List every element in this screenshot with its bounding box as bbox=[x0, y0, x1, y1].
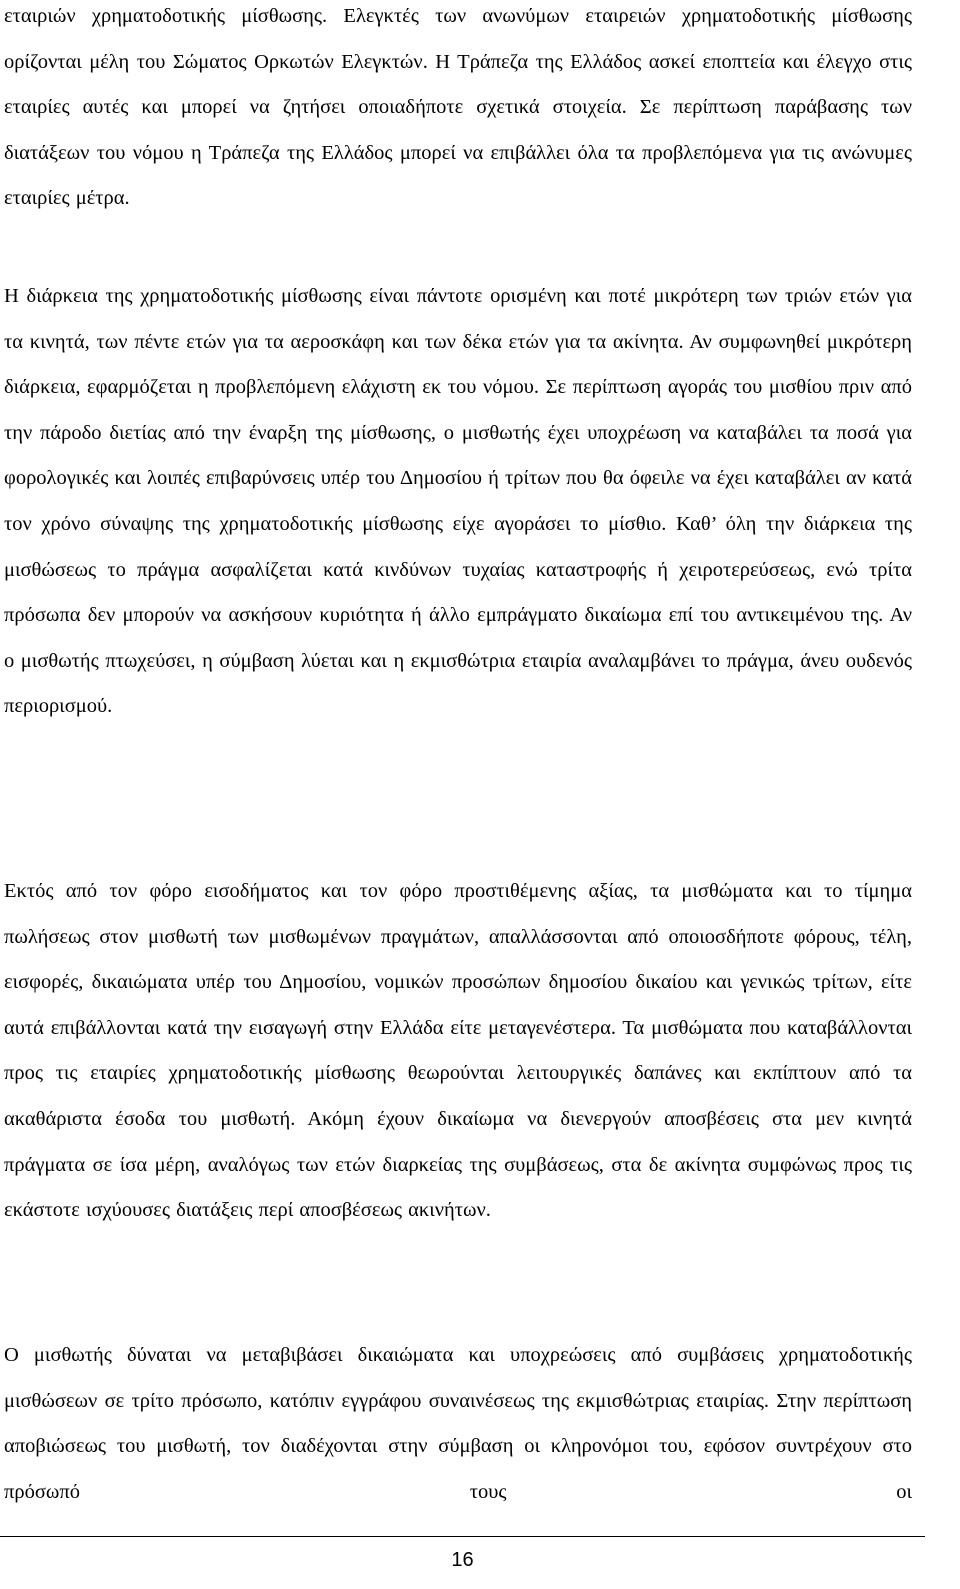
footer-divider bbox=[0, 1536, 925, 1537]
page-number: 16 bbox=[451, 1549, 474, 1571]
paragraph-leasing-duration: Η διάρκεια της χρηματοδοτικής μίσθωσης είναι πάντοτε ορισμένη και ποτέ μικρότερη των τριών ετών για τα κινητά, των πέντε ετών για τα αεροσκάφη και των δέκα ετών για τα ακίνητα. Αν συμφωνηθεί μικρότερη διάρκεια, εφαρμόζεται η προβλεπόμενη ελάχιστη εκ του νόμου. Σε περίπτωση αγοράς του μισθίου πριν από την πάροδο διετίας από την έναρξη της μίσθωσης, ο μισθωτής έχει υποχρέωση να καταβάλει τα ποσά για φορολογικές και λοιπές επιβαρύνσεις υπέρ του Δημοσίου ή τρίτων που θα όφειλε να έχει καταβάλει αν κατά τον χρόνο σύναψης της χρηματοδοτικής μίσθωσης είχε αγοράσει το μίσθιο. Καθ’ όλη την διάρκεια της μισθώσεως το πράγμα ασφαλίζεται κατά κινδύνων τυχαίας καταστροφής ή χειροτερεύσεως, ενώ τρίτα πρόσωπα δεν μπορούν να ασκήσουν κυριότητα ή άλλο εμπράγματο δικαίωμα επί του αντικειμένου της. Αν ο μισθωτής πτωχεύσει, η σύμβαση λύεται και η εκμισθώτρια εταιρία αναλαμβάνει το πράγμα, άνευ ουδενός περιορισμού. bbox=[4, 285, 912, 718]
paragraph-leasing-supervision: εταιριών χρηματοδοτικής μίσθωσης. Ελεγκτές των ανωνύμων εταιρειών χρηματοδοτικής μίσθωσης ορίζονται μέλη του Σώματος Ορκωτών Ελεγκτών. Η Τράπεζα της Ελλάδος ασκεί εποπτεία και έλεγχο στις εταιρίες αυτές και μπορεί να ζητήσει οποιαδήποτε σχετικά στοιχεία. Σε περίπτωση παράβασης των διατάξεων του νόμου η Τράπεζα της Ελλάδος μπορεί να επιβάλλει όλα τα προβλεπόμενα για τις ανώνυμες εταιρίες μέτρα. bbox=[4, 5, 912, 210]
paragraph-rights-transfer: Ο μισθωτής δύναται να μεταβιβάσει δικαιώματα και υποχρεώσεις από συμβάσεις χρηματοδοτικής μισθώσεων σε τρίτο πρόσωπο, κατόπιν εγγράφου συναινέσεως της εκμισθώτριας εταιρίας. Στην περίπτωση αποβιώσεως του μισθωτή, τον διαδέχονται στην σύμβαση οι κληρονόμοι του, εφόσον συντρέχουν στο πρόσωπό τους οι bbox=[4, 1344, 912, 1503]
paragraph-tax-exemptions: Εκτός από τον φόρο εισοδήματος και τον φόρο προστιθέμενης αξίας, τα μισθώματα και το τίμημα πωλήσεως στον μισθωτή των μισθωμένων πραγμάτων, απαλλάσσονται από οποιοσδήποτε φόρους, τέλη, εισφορές, δικαιώματα υπέρ του Δημοσίου, νομικών προσώπων δημοσίου δικαίου και γενικώς τρίτων, είτε αυτά επιβάλλονται κατά την εισαγωγή στην Ελλάδα είτε μεταγενέστερα. Τα μισθώματα που καταβάλλονται προς τις εταιρίες χρηματοδοτικής μίσθωσης θεωρούνται λειτουργικές δαπάνες και εκπίπτουν από τα ακαθάριστα έσοδα του μισθωτή. Ακόμη έχουν δικαίωμα να διενεργούν αποσβέσεις στα μεν κινητά πράγματα σε ίσα μέρη, αναλόγως των ετών διαρκείας της συμβάσεως, στα δε ακίνητα συμφώνως προς τις εκάστοτε ισχύουσες διατάξεις περί αποσβέσεως ακινήτων. bbox=[4, 880, 912, 1222]
